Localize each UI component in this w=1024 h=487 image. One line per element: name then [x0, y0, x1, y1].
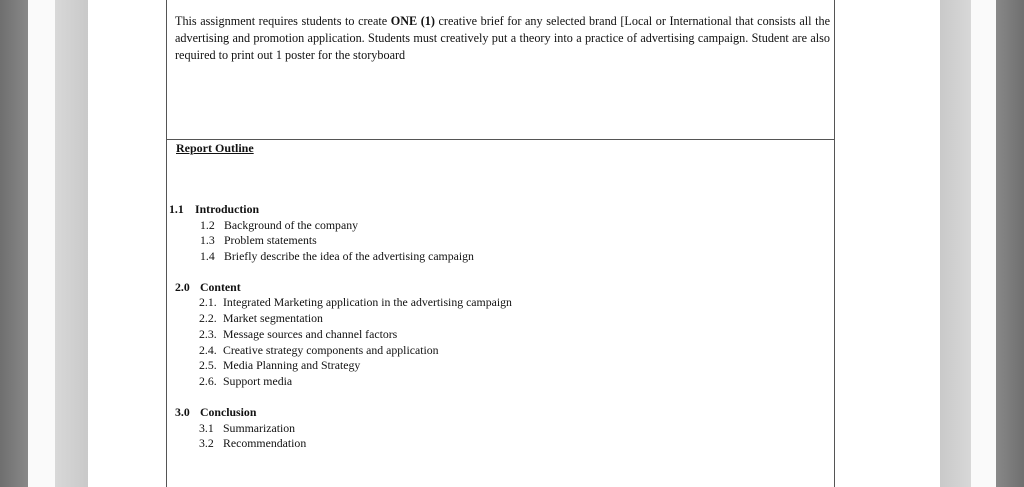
table-row-divider — [167, 139, 834, 140]
assignment-description — [175, 13, 830, 64]
outline-item — [200, 233, 317, 248]
section-number: 2.0 — [175, 280, 190, 294]
item-text: Media Planning and Strategy — [223, 358, 361, 372]
item-text: Summarization — [223, 421, 296, 435]
outline-item — [199, 295, 512, 310]
section-number: 1.1 — [169, 202, 184, 216]
outline-item — [199, 311, 323, 326]
description-text-start: This assignment requires students to create — [175, 14, 391, 28]
outline-item — [199, 374, 292, 389]
item-number: 2.4. — [199, 343, 217, 357]
outline-item — [199, 436, 306, 451]
report-outline-title: Report Outline — [176, 141, 254, 155]
item-number: 2.5. — [199, 358, 217, 372]
page-shadow-right — [940, 0, 971, 487]
section-title: Conclusion — [200, 405, 257, 419]
section-title: Content — [200, 280, 241, 294]
section-heading-conclusion — [175, 405, 256, 420]
outline-item — [199, 358, 360, 373]
outline-item — [199, 421, 295, 436]
item-number: 1.2 — [200, 218, 215, 232]
section-title: Introduction — [195, 202, 260, 216]
item-text: Background of the company — [224, 218, 358, 232]
item-text: Recommendation — [223, 436, 307, 450]
item-text: Message sources and channel factors — [223, 327, 398, 341]
assignment-table — [166, 0, 835, 487]
outline-item — [199, 343, 439, 358]
item-number: 2.1. — [199, 295, 217, 309]
item-text: Support media — [223, 374, 293, 388]
item-text: Problem statements — [224, 233, 317, 247]
item-number: 2.2. — [199, 311, 217, 325]
item-number: 1.3 — [200, 233, 215, 247]
outline-item — [199, 327, 397, 342]
item-number: 3.1 — [199, 421, 214, 435]
outline-item — [200, 218, 358, 233]
item-number: 1.4 — [200, 249, 215, 263]
description-text-end: creative brief for any selected brand [Local or International that consists all the advertising and promotion application. Students must creatively put a theory into a practice of advertising campaign. Student are also required to print out 1 poster for the storyboard — [175, 14, 830, 62]
item-text: Integrated Marketing application in the advertising campaign — [223, 295, 512, 309]
document-page — [88, 0, 940, 487]
page-shadow-left — [55, 0, 88, 487]
section-heading-content — [175, 280, 241, 295]
item-text: Creative strategy components and application — [223, 343, 439, 357]
item-text: Briefly describe the idea of the advertising campaign — [224, 249, 474, 263]
outline-item — [200, 249, 474, 264]
item-text: Market segmentation — [223, 311, 323, 325]
item-number: 2.3. — [199, 327, 217, 341]
description-bold-count: ONE (1) — [390, 14, 435, 28]
section-number: 3.0 — [175, 405, 190, 419]
item-number: 3.2 — [199, 436, 214, 450]
item-number: 2.6. — [199, 374, 217, 388]
section-heading-introduction — [169, 202, 259, 217]
